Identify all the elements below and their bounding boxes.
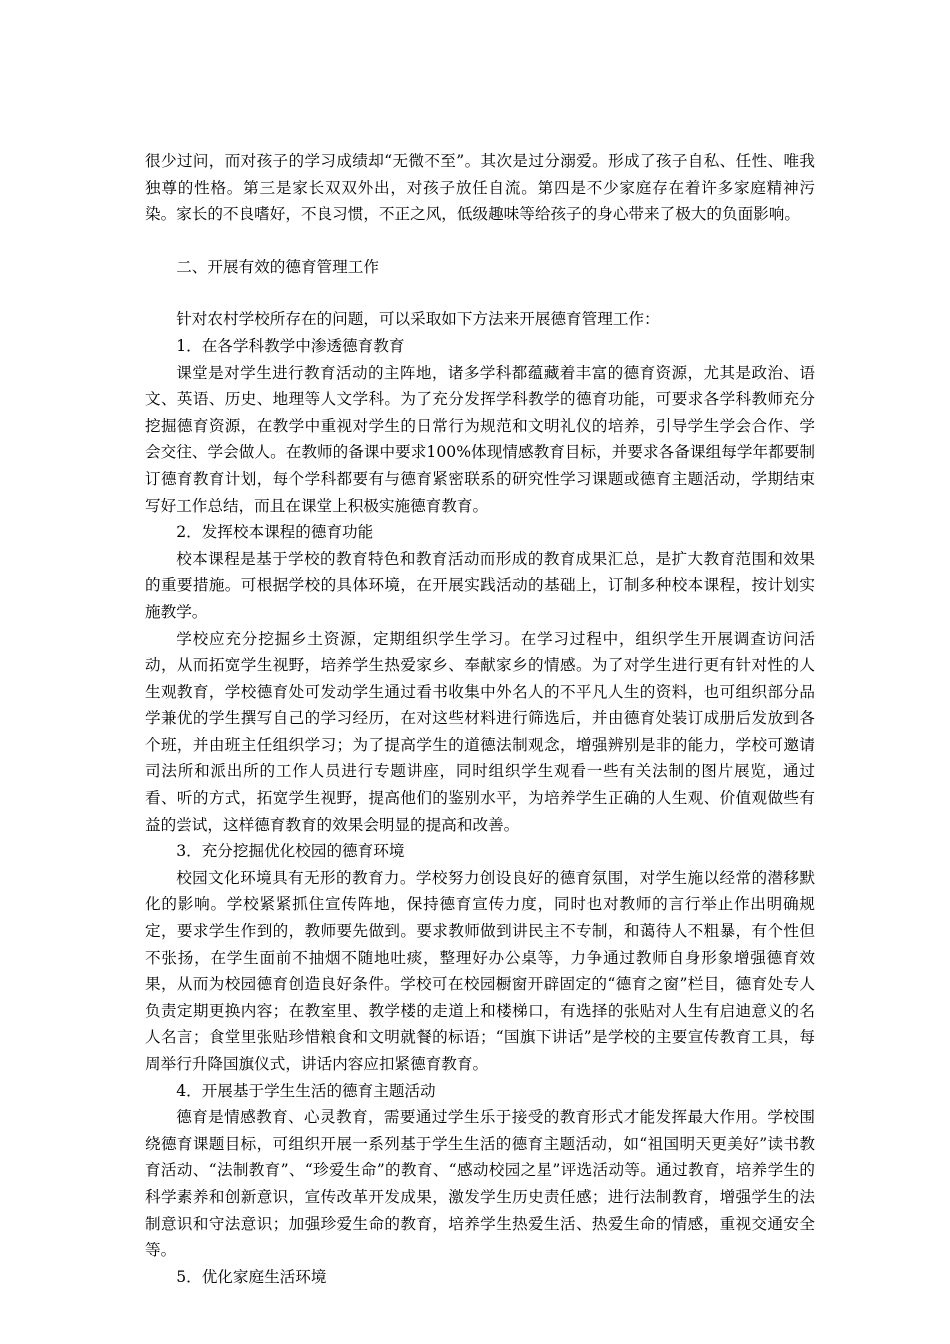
paragraph: 校园文化环境具有无形的教育力。学校努力创设良好的德育氛围，对学生施以经常的潜移默化的影响。学校紧紧抓住宣传阵地，保持德育宣传力度，同时也对教师的言行举止作出明确规定，要求学生作到的，教师要先做到。要求教师做到讲民主不专制，和蔼待人不粗暴，有个性但不张扬，在学生面前不抽烟不随地吐痰，整理好办公桌等，力争通过教师自身形象增强德育效果，从而为校园德育创造良好条件。学校可在校园橱窗开辟固定的“德育之窗”栏目，德育处专人负责定期更换内容；在教室里、教学楼的走道上和楼梯口，有选择的张贴对人生有启迪意义的名人名言；食堂里张贴珍惜粮食和文明就餐的标语；“国旗下讲话”是学校的主要宣传教育工具，每周举行升降国旗仪式，讲话内容应扣紧德育教育。 xyxy=(145,868,815,1073)
paragraph: 校本课程是基于学校的教育特色和教育活动而形成的教育成果汇总，是扩大教育范围和效果的重要措施。可根据学校的具体环境，在开展实践活动的基础上，订制多种校本课程，按计划实施教学。 xyxy=(145,549,815,621)
paragraph: 课堂是对学生进行教育活动的主阵地，诸多学科都蕴藏着丰富的德育资源，尤其是政治、语文、英语、历史、地理等人文学科。为了充分发挥学科教学的德育功能，可要求各学科教师充分挖掘德育资源，在教学中重视对学生的日常行为规范和文明礼仪的培养，引导学生学会合作、学会交往、学会做人。在教师的备课中要求100%体现情感教育目标，并要求各备课组每学年都要制订德育教育计划，每个学科都要有与德育紧密联系的研究性学习课题或德育主题活动，学期结束写好工作总结，而且在课堂上积极实施德育教育。 xyxy=(145,363,815,515)
subheading-3: 3．充分挖掘优化校园的德育环境 xyxy=(176,842,405,861)
subheading-5: 5．优化家庭生活环境 xyxy=(176,1267,327,1286)
paragraph: 学校应充分挖掘乡土资源，定期组织学生学习。在学习过程中，组织学生开展调查访问活动，从而拓宽学生视野，培养学生热爱家乡、奉献家乡的情感。为了对学生进行更有针对性的人生观教育，学校德育处可发动学生通过看书收集中外名人的不平凡人生的资料，也可组织部分品学兼优的学生撰写自己的学习经历，在对这些材料进行筛选后，并由德育处装订成册后发放到各个班，并由班主任组织学习；为了提高学生的道德法制观念，增强辨别是非的能力，学校可邀请司法所和派出所的工作人员进行专题讲座，同时组织学生观看一些有关法制的图片展览，通过看、听的方式，拓宽学生视野，提高他们的鉴别水平，为培养学生正确的人生观、价值观做些有益的尝试，这样德育教育的效果会明显的提高和改善。 xyxy=(145,629,815,834)
paragraph: 德育是情感教育、心灵教育，需要通过学生乐于接受的教育形式才能发挥最大作用。学校围绕德育课题目标，可组织开展一系列基于学生生活的德育主题活动，如“祖国明天更美好”读书教育活动、“法制教育”、“珍爱生命”的教育、“感动校园之星”评选活动等。通过教育，培养学生的科学素养和创新意识，宣传改革开发成果，激发学生历史责任感；进行法制教育，增强学生的法制意识和守法意识；加强珍爱生命的教育，培养学生热爱生活、热爱生命的情感，重视交通安全等。 xyxy=(145,1108,815,1260)
document-body xyxy=(145,148,815,1290)
section-heading: 二、开展有效的德育管理工作 xyxy=(176,257,379,276)
paragraph-continuation: 很少过问，而对孩子的学习成绩却“无微不至”。其次是过分溺爱。形成了孩子自私、任性、唯我独尊的性格。第三是家长双双外出，对孩子放任自流。第四是不少家庭存在着许多家庭精神污染。家长的不良嗜好，不良习惯，不正之风，低级趣味等给孩子的身心带来了极大的负面影响。 xyxy=(145,152,815,224)
subheading-4: 4．开展基于学生生活的德育主题活动 xyxy=(176,1081,436,1100)
subheading-1: 1．在各学科教学中渗透德育教育 xyxy=(176,336,405,355)
paragraph-intro: 针对农村学校所存在的问题，可以采取如下方法来开展德育管理工作： xyxy=(176,310,660,329)
subheading-2: 2．发挥校本课程的德育功能 xyxy=(176,523,374,542)
